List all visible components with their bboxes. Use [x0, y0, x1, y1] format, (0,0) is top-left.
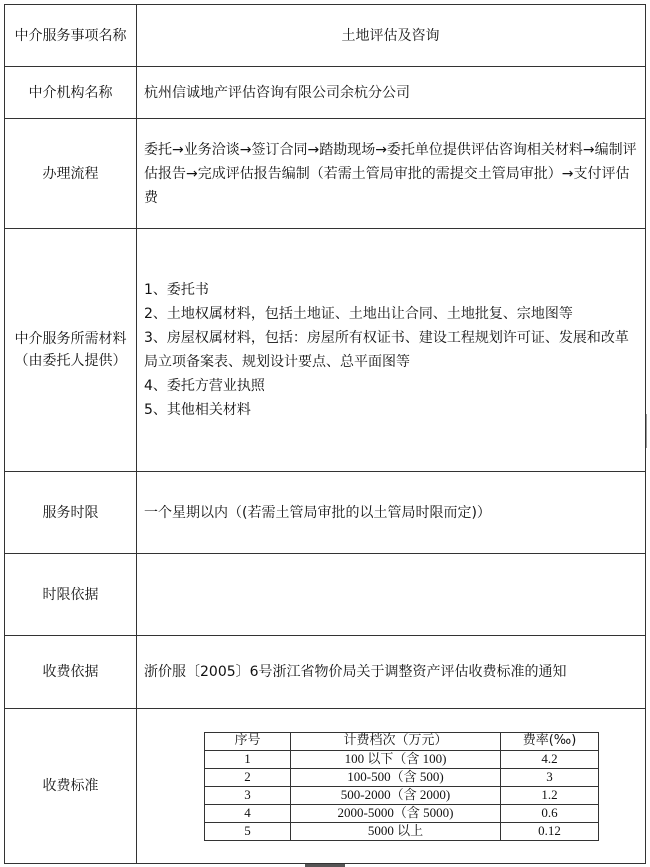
fee-standard-label: 收费标准 [5, 709, 137, 864]
table-row [205, 750, 599, 768]
fee-cell-tier: 500-2000（含 2000) [291, 786, 501, 804]
row-materials [5, 229, 646, 472]
time-basis-label: 时限依据 [5, 554, 137, 636]
time-limit-label: 服务时限 [5, 472, 137, 554]
row-fee-basis [5, 636, 646, 709]
row-time-basis [5, 554, 646, 636]
agency-name-label: 中介机构名称 [5, 67, 137, 119]
row-process [5, 119, 646, 229]
scroll-marker[interactable] [646, 414, 650, 448]
row-time-limit [5, 472, 646, 554]
fee-cell-rate: 4.2 [501, 750, 599, 768]
service-info-table [4, 4, 646, 864]
fee-cell-rate: 0.6 [501, 804, 599, 822]
list-item: 1、委托书 [144, 282, 209, 298]
fee-basis-value: 浙价服〔2005〕6号浙江省物价局关于调整资产评估收费标准的通知 [137, 636, 646, 709]
table-row [205, 768, 599, 786]
list-item: 5、其他相关材料 [144, 402, 251, 418]
time-basis-value [137, 554, 646, 636]
list-item: 4、委托方营业执照 [144, 378, 265, 394]
fee-cell-rate: 0.12 [501, 822, 599, 840]
service-item-label: 中介服务事项名称 [5, 5, 137, 67]
service-item-value: 土地评估及咨询 [137, 5, 646, 67]
row-service-item [5, 5, 646, 67]
materials-label: 中介服务所需材料（由委托人提供） [5, 229, 137, 472]
fee-header-index: 序号 [205, 732, 291, 750]
list-item: 2、土地权属材料，包括土地证、土地出让合同、土地批复、宗地图等 [144, 306, 573, 322]
fee-cell-index: 4 [205, 804, 291, 822]
process-value: 委托→业务洽谈→签订合同→踏勘现场→委托单位提供评估咨询相关材料→编制评估报告→完成评估报告编制（若需土管局审批的需提交土管局审批）→支付评估费 [137, 119, 646, 229]
fee-cell-index: 5 [205, 822, 291, 840]
fee-cell-tier: 100-500（含 500) [291, 768, 501, 786]
table-row [205, 786, 599, 804]
list-item: 3、房屋权属材料，包括：房屋所有权证书、建设工程规划许可证、发展和改革局立项备案表、规划设计要点、总平面图等 [144, 330, 629, 370]
time-limit-value: 一个星期以内（(若需土管局审批的以土管局时限而定)） [137, 472, 646, 554]
fee-basis-label: 收费依据 [5, 636, 137, 709]
fee-cell-index: 1 [205, 750, 291, 768]
fee-cell-tier: 5000 以上 [291, 822, 501, 840]
row-agency-name [5, 67, 646, 119]
fee-cell-tier: 100 以下（含 100) [291, 750, 501, 768]
fee-cell-rate: 1.2 [501, 786, 599, 804]
row-fee-standard [5, 709, 646, 864]
fee-cell-tier: 2000-5000（含 5000) [291, 804, 501, 822]
fee-cell-index: 2 [205, 768, 291, 786]
fee-header-rate: 费率(‰) [501, 732, 599, 750]
fee-header-tier: 计费档次（万元） [291, 732, 501, 750]
table-row [205, 804, 599, 822]
fee-table-header [205, 732, 599, 750]
fee-table [204, 732, 599, 841]
table-row [205, 822, 599, 840]
agency-name-value: 杭州信诚地产评估咨询有限公司余杭分公司 [137, 67, 646, 119]
fee-cell-rate: 3 [501, 768, 599, 786]
fee-standard-cell [137, 709, 646, 864]
process-label: 办理流程 [5, 119, 137, 229]
fee-cell-index: 3 [205, 786, 291, 804]
materials-list [137, 229, 646, 472]
